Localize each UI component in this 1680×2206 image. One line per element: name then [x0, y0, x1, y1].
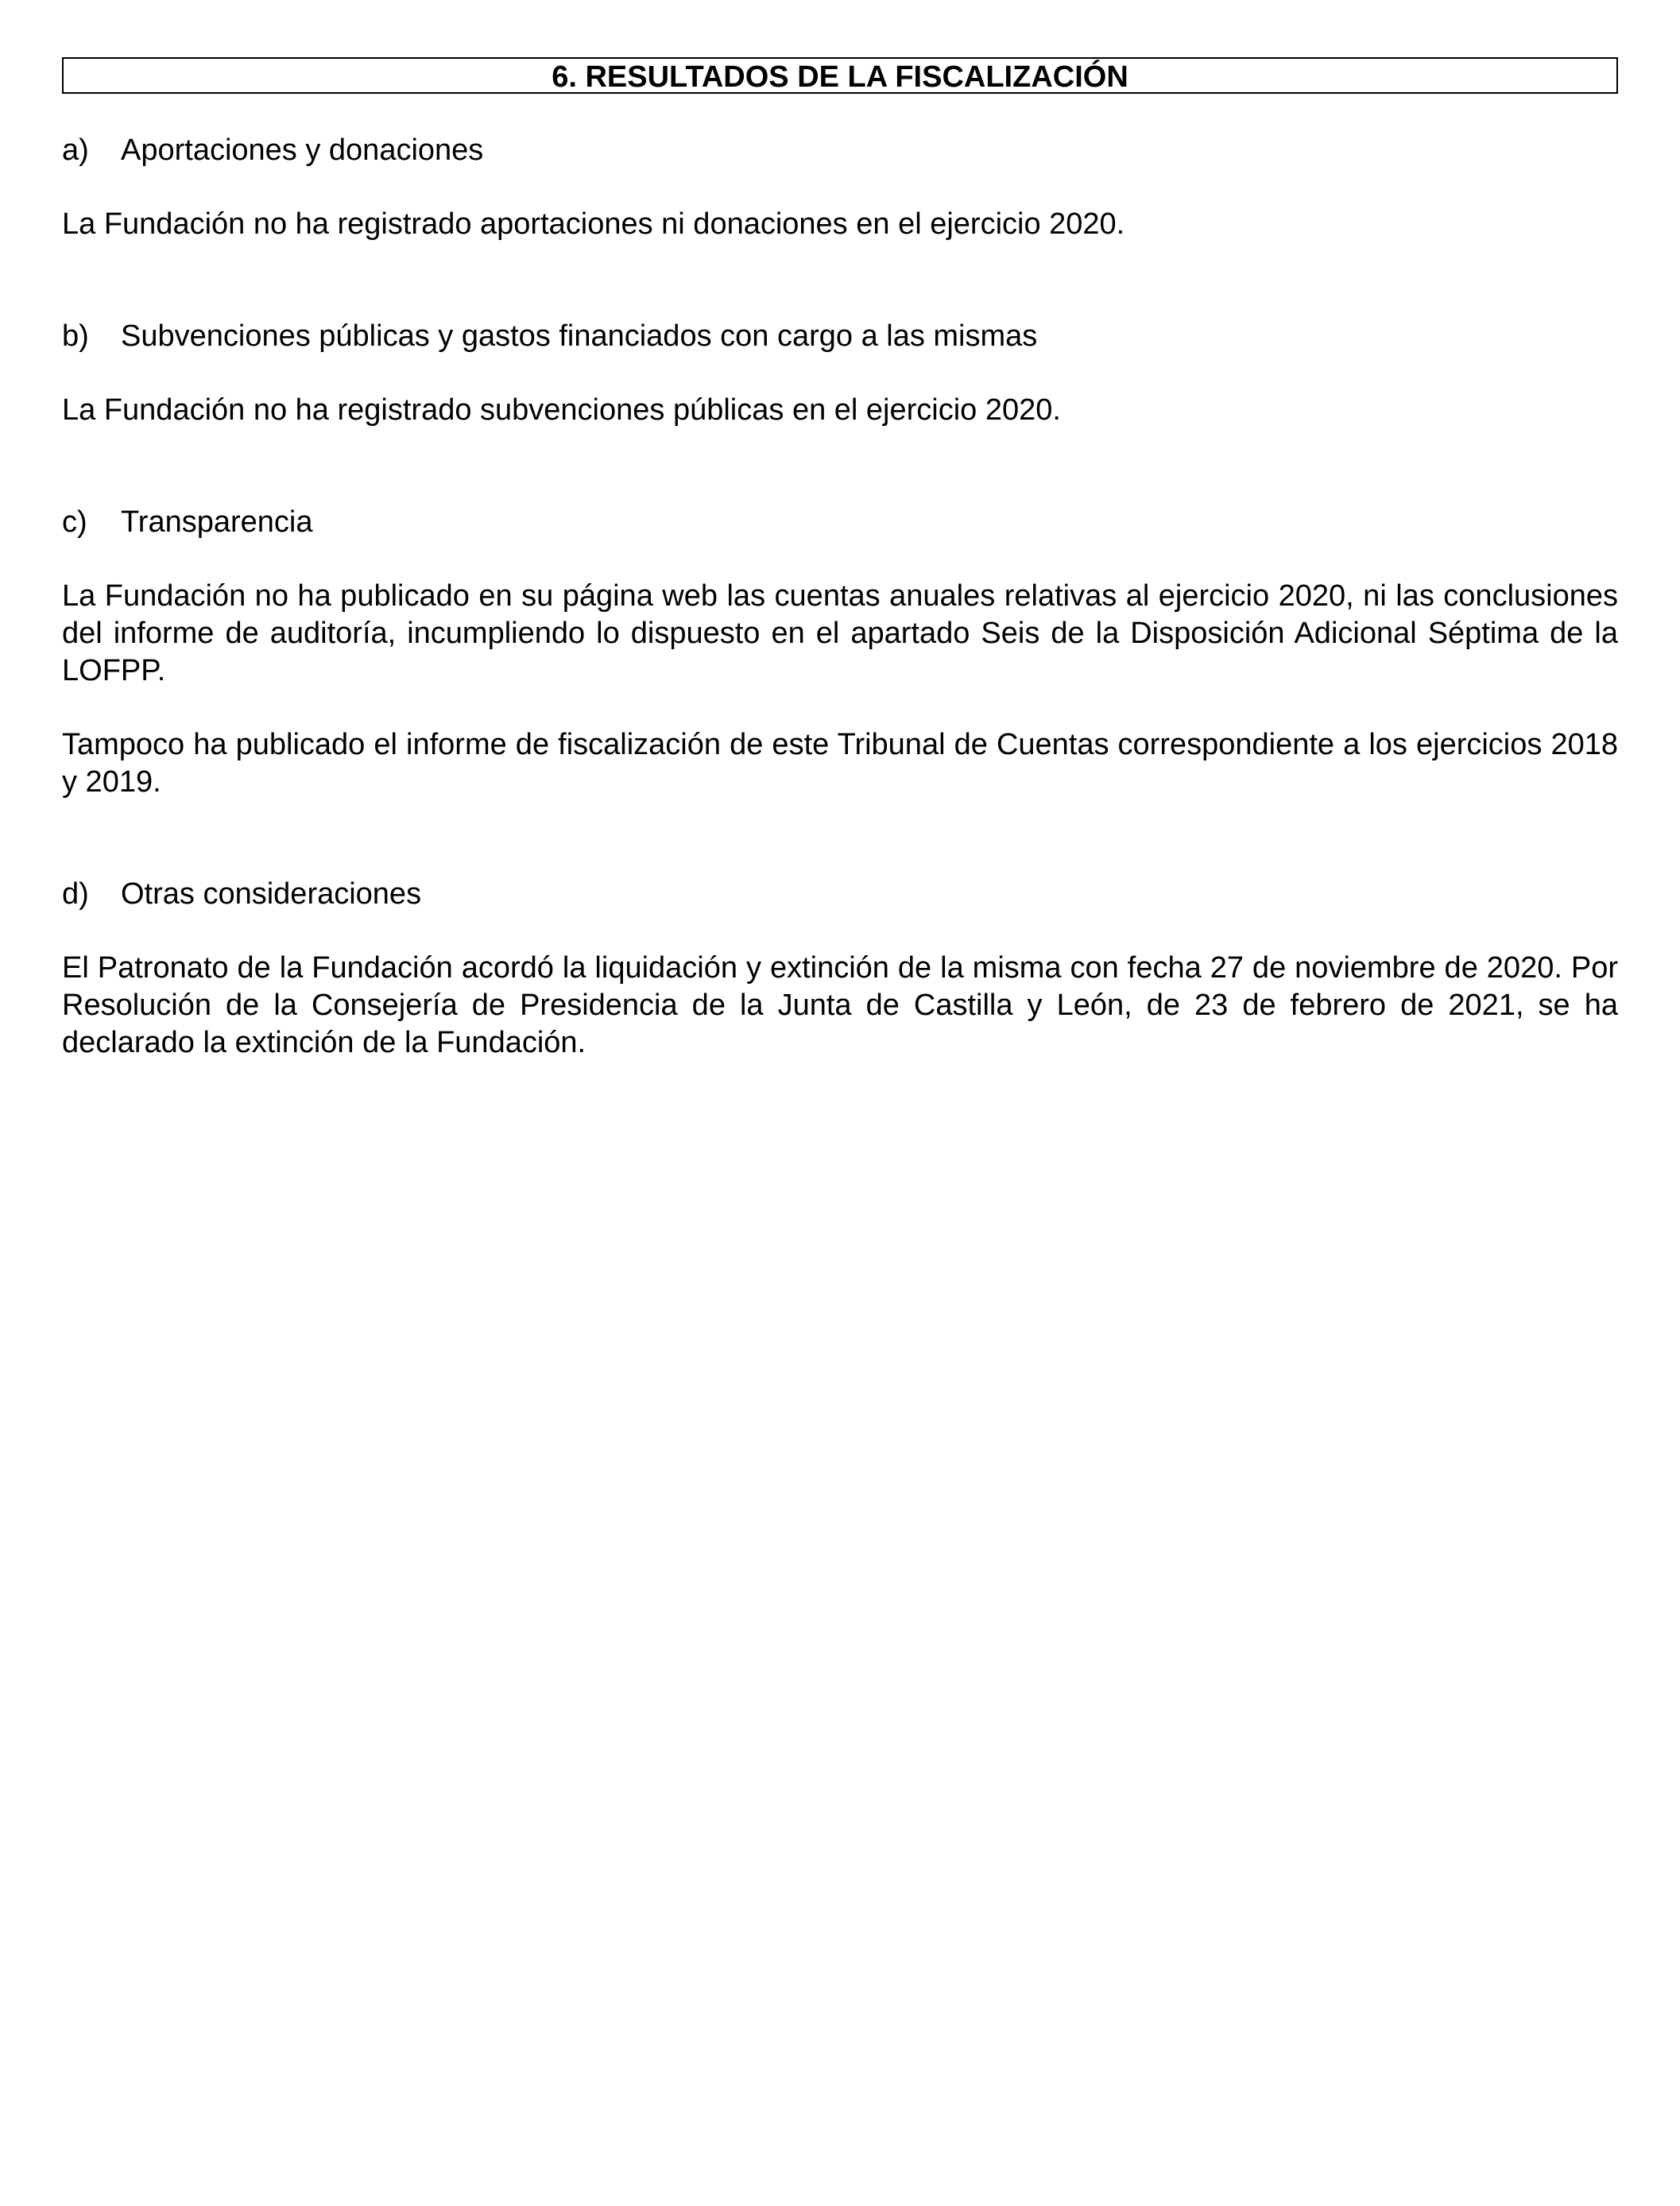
subsection-letter: a)	[62, 134, 89, 167]
subsection-letter: d)	[62, 877, 89, 911]
subsection-heading-text: Transparencia	[121, 505, 313, 539]
subsection-heading-text: Subvenciones públicas y gastos financiados con cargo a las mismas	[121, 319, 1038, 353]
subsection-heading-otras	[62, 876, 1618, 913]
subsection-letter: c)	[62, 505, 87, 539]
document-page	[62, 57, 1618, 1062]
paragraph-otras: El Patronato de la Fundación acordó la liquidación y extinción de la misma con fecha 27 de noviembre de 2020. Por Resolución de la Consejería de Presidencia de la Junta de Castilla y León, de 23 de febrero de 2021, se ha declarado la extinción de la Fundación.	[62, 951, 1618, 1059]
paragraph-subvenciones: La Fundación no ha registrado subvenciones públicas en el ejercicio 2020.	[62, 393, 1061, 427]
subsection-heading-transparencia	[62, 504, 1618, 541]
subsection-heading-aportaciones	[62, 132, 1618, 169]
paragraph-transparencia-1: La Fundación no ha publicado en su página web las cuentas anuales relativas al ejercicio 2020, ni las conclusiones del informe de auditoría, incumpliendo lo dispuesto en el apartado Seis de la Disposición Adicional Séptima de la LOFPP.	[62, 579, 1618, 687]
paragraph-transparencia-2: Tampoco ha publicado el informe de fiscalización de este Tribunal de Cuentas correspondiente a los ejercicios 2018 y 2019.	[62, 728, 1618, 799]
subsection-heading-text: Aportaciones y donaciones	[121, 134, 484, 167]
subsection-heading-text: Otras consideraciones	[121, 877, 422, 911]
subsection-letter: b)	[62, 319, 89, 353]
section-title: 6. RESULTADOS DE LA FISCALIZACIÓN	[62, 57, 1618, 94]
paragraph-aportaciones: La Fundación no ha registrado aportaciones ni donaciones en el ejercicio 2020.	[62, 207, 1125, 241]
subsection-heading-subvenciones	[62, 318, 1618, 355]
